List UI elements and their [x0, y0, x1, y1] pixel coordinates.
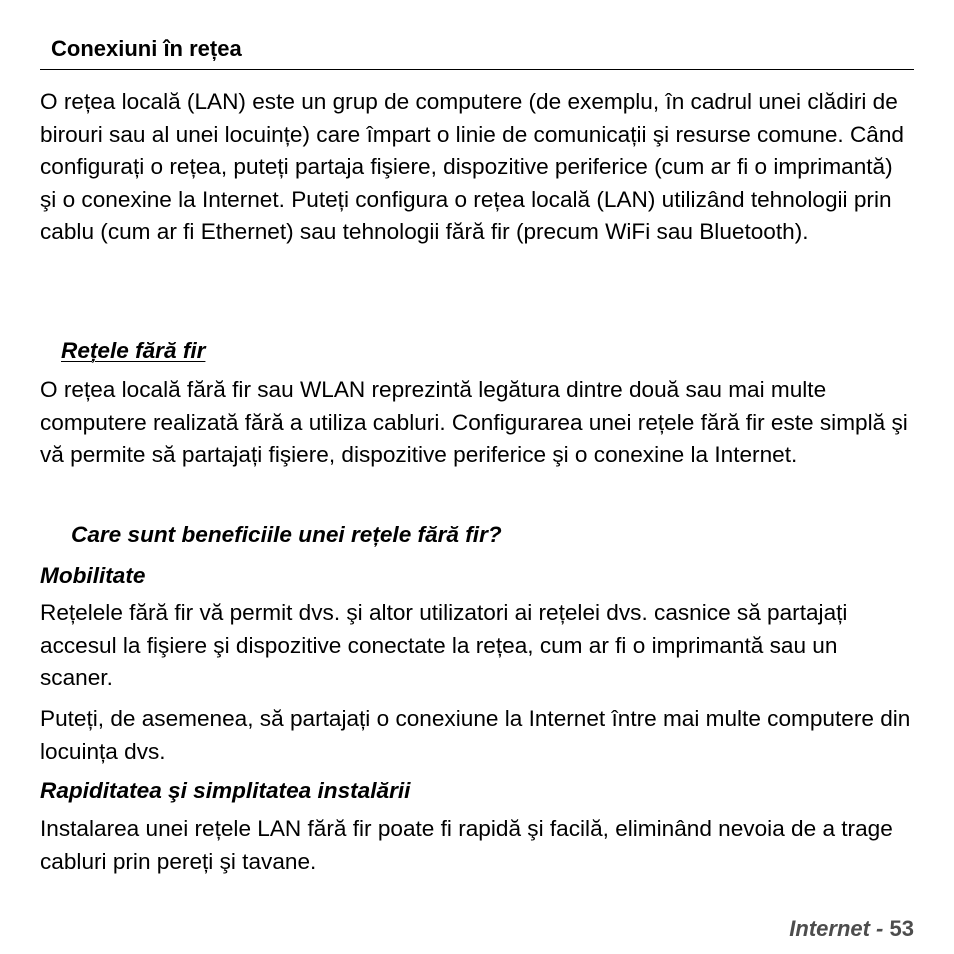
title-underline-rule [40, 69, 914, 70]
intro-paragraph: O rețea locală (LAN) este un grup de computere (de exemplu, în cadrul unei clădiri de birouri sau al unei locuințe) care împart o linie de comunicații şi resurse comune. Când configurați o rețea, puteți partaja fişiere, dispozitive periferice (cum ar fi o imprimantă) şi o conexine la Internet. Puteți configura o rețea locală (LAN) utilizând tehnologii prin cablu (cum ar fi Ethernet) sau tehnologii fără fir (precum WiFi sau Bluetooth). [40, 89, 905, 244]
wireless-networks-paragraph: O rețea locală fără fir sau WLAN reprezintă legătura dintre două sau mai multe computere realizată fără a utiliza cabluri. Configurarea unei rețele fără fir este simplă şi vă permite să partajați fişiere, dispozitive periferice şi o conexine la Internet. [40, 377, 908, 467]
mobility-heading: Mobilitate [40, 563, 146, 588]
benefits-heading: Care sunt beneficiile unei rețele fără fir? [71, 522, 502, 547]
installation-heading: Rapiditatea şi simplitatea instalării [40, 778, 411, 803]
mobility-paragraph-2: Puteți, de asemenea, să partajați o conexiune la Internet între mai multe computere din locuința dvs. [40, 706, 911, 764]
wireless-networks-heading: Rețele fără fir [61, 338, 206, 363]
footer-page-number: 53 [889, 916, 914, 941]
installation-paragraph: Instalarea unei rețele LAN fără fir poate fi rapidă şi facilă, eliminând nevoia de a trage cabluri prin pereți şi tavane. [40, 816, 893, 874]
page-footer [789, 914, 914, 944]
mobility-paragraph-1: Rețelele fără fir vă permit dvs. şi altor utilizatori ai rețelei dvs. casnice să partajați accesul la fişiere şi dispozitive conectate la rețea, cum ar fi o imprimantă sau un scaner. [40, 600, 848, 690]
section-title: Conexiuni în rețea [51, 36, 242, 61]
footer-section-name: Internet - [789, 916, 884, 941]
